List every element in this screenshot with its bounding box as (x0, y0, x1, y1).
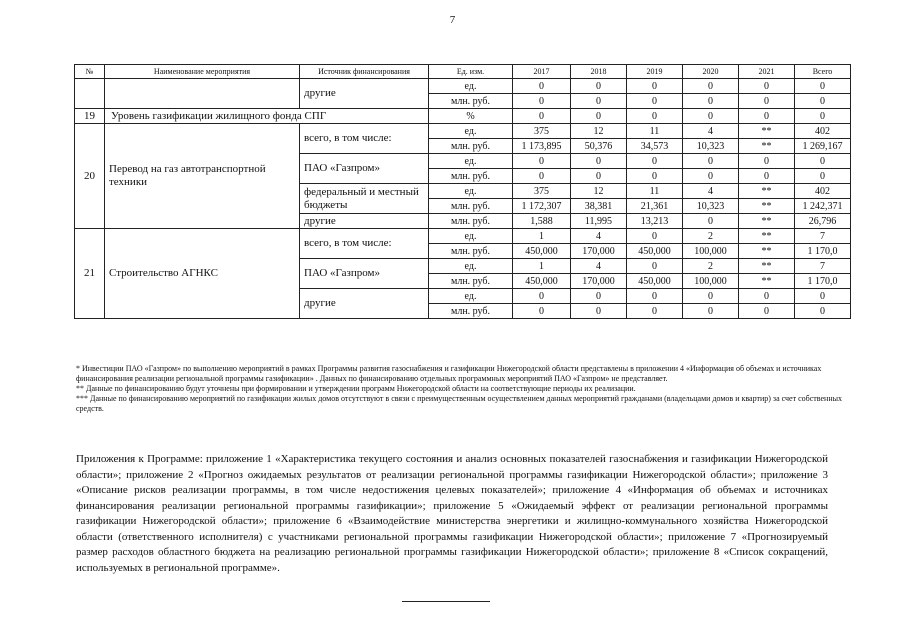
value-cell: 0 (683, 154, 739, 169)
header-num: № (75, 65, 105, 79)
value-cell: 12 (571, 124, 627, 139)
value-cell: 0 (683, 289, 739, 304)
value-cell: 0 (795, 79, 851, 94)
row-name-cell: Перевод на газ автотранспортной техники (105, 124, 300, 229)
source-cell: ПАО «Газпром» (300, 259, 429, 289)
value-cell: 34,573 (627, 139, 683, 154)
value-cell: 1 242,371 (795, 199, 851, 214)
unit-cell: ед. (429, 259, 513, 274)
value-cell: 1 (513, 229, 571, 244)
value-cell: ** (739, 214, 795, 229)
value-cell: ** (739, 184, 795, 199)
value-cell: 10,323 (683, 199, 739, 214)
unit-cell: % (429, 109, 513, 124)
header-2021: 2021 (739, 65, 795, 79)
value-cell: 450,000 (513, 274, 571, 289)
value-cell: 1 173,895 (513, 139, 571, 154)
value-cell: 0 (627, 154, 683, 169)
source-cell: другие (300, 214, 429, 229)
value-cell: 0 (571, 289, 627, 304)
value-cell: 0 (571, 109, 627, 124)
value-cell: 50,376 (571, 139, 627, 154)
table-row (75, 229, 851, 244)
unit-cell: млн. руб. (429, 214, 513, 229)
unit-cell: млн. руб. (429, 304, 513, 319)
table-row (75, 124, 851, 139)
value-cell: 0 (739, 79, 795, 94)
unit-cell: млн. руб. (429, 274, 513, 289)
value-cell: 1 170,0 (795, 244, 851, 259)
unit-cell: млн. руб. (429, 94, 513, 109)
value-cell: 0 (571, 154, 627, 169)
value-cell: 0 (739, 154, 795, 169)
row-num-cell: 19 (75, 109, 105, 124)
value-cell: 1 (513, 259, 571, 274)
value-cell: 21,361 (627, 199, 683, 214)
value-cell: ** (739, 244, 795, 259)
value-cell: 402 (795, 124, 851, 139)
value-cell: 0 (571, 79, 627, 94)
value-cell: ** (739, 139, 795, 154)
value-cell: ** (739, 274, 795, 289)
value-cell: ** (739, 124, 795, 139)
value-cell: 0 (513, 154, 571, 169)
row-num-cell: 20 (75, 124, 105, 229)
value-cell: 450,000 (627, 274, 683, 289)
source-cell: всего, в том числе: (300, 124, 429, 154)
value-cell: 2 (683, 229, 739, 244)
value-cell: 450,000 (627, 244, 683, 259)
value-cell: 1 170,0 (795, 274, 851, 289)
source-cell: другие (300, 289, 429, 319)
value-cell: 0 (683, 79, 739, 94)
value-cell: 0 (683, 304, 739, 319)
unit-cell: ед. (429, 184, 513, 199)
header-activity: Наименование мероприятия (105, 65, 300, 79)
value-cell: 0 (513, 169, 571, 184)
value-cell: 0 (571, 304, 627, 319)
value-cell: 26,796 (795, 214, 851, 229)
unit-cell: млн. руб. (429, 244, 513, 259)
value-cell: 375 (513, 124, 571, 139)
unit-cell: ед. (429, 229, 513, 244)
table-row (75, 109, 851, 124)
footnote: ** Данные по финансированию будут уточнены при формировании и утверждении программ Нижегородской области на соответствующие периоды их реализации. (76, 384, 636, 393)
value-cell: 100,000 (683, 274, 739, 289)
row-num-cell (75, 79, 105, 109)
value-cell: 2 (683, 259, 739, 274)
value-cell: 450,000 (513, 244, 571, 259)
value-cell: 0 (627, 259, 683, 274)
value-cell: 0 (795, 109, 851, 124)
source-cell: ПАО «Газпром» (300, 154, 429, 184)
source-cell: всего, в том числе: (300, 229, 429, 259)
value-cell: 10,323 (683, 139, 739, 154)
value-cell: ** (739, 259, 795, 274)
value-cell: 0 (627, 229, 683, 244)
financing-table (74, 64, 851, 319)
value-cell: 1 172,307 (513, 199, 571, 214)
header-2018: 2018 (571, 65, 627, 79)
footnotes (76, 364, 846, 414)
value-cell: 4 (571, 229, 627, 244)
value-cell: 4 (683, 124, 739, 139)
value-cell: 11,995 (571, 214, 627, 229)
value-cell: 0 (513, 109, 571, 124)
row-num-cell: 21 (75, 229, 105, 319)
value-cell: 7 (795, 229, 851, 244)
header-2019: 2019 (627, 65, 683, 79)
value-cell: 0 (795, 94, 851, 109)
source-cell: федеральный и местный бюджеты (300, 184, 429, 214)
value-cell: 0 (739, 304, 795, 319)
header-total: Всего (795, 65, 851, 79)
value-cell: 0 (739, 289, 795, 304)
value-cell: 0 (513, 304, 571, 319)
value-cell: 13,213 (627, 214, 683, 229)
value-cell: 0 (795, 304, 851, 319)
unit-cell: ед. (429, 289, 513, 304)
header-2020: 2020 (683, 65, 739, 79)
value-cell: 0 (627, 169, 683, 184)
value-cell: 100,000 (683, 244, 739, 259)
value-cell: 0 (739, 94, 795, 109)
value-cell: 0 (683, 109, 739, 124)
value-cell: 0 (627, 109, 683, 124)
unit-cell: млн. руб. (429, 169, 513, 184)
table-header-row (75, 65, 851, 79)
unit-cell: млн. руб. (429, 199, 513, 214)
value-cell: 1 269,167 (795, 139, 851, 154)
footnote: *** Данные по финансированию мероприятий по газификации жилых домов отсутствуют в связи с преимущественным осуществлением данных мероприятий гражданами (владельцами домов и квартир) за счет собственных средств. (76, 394, 842, 413)
value-cell: 12 (571, 184, 627, 199)
value-cell: 0 (571, 169, 627, 184)
value-cell: 375 (513, 184, 571, 199)
header-2017: 2017 (513, 65, 571, 79)
unit-cell: млн. руб. (429, 139, 513, 154)
value-cell: 0 (513, 289, 571, 304)
value-cell: 0 (683, 169, 739, 184)
unit-cell: ед. (429, 79, 513, 94)
value-cell: 4 (571, 259, 627, 274)
value-cell: 0 (739, 169, 795, 184)
value-cell: 0 (683, 94, 739, 109)
value-cell: 0 (627, 304, 683, 319)
appendix-paragraph: Приложения к Программе: приложение 1 «Характеристика текущего состояния и анализ основных показателей газоснабжения и газификации Нижегородской области»; приложение 2 «Прогноз ожидаемых результатов от реализации региональной программы газификации Нижегородской области»; приложение 3 «Описание рисков реализации программы, в том числе недостижения целевых показателей»; приложение 4 «Информация об объемах и источниках финансирования реализации региональной программы газификации»; приложение 5 «Ожидаемый эффект от реализации региональной программы газификации Нижегородской области»; приложение 6 «Взаимодействие министерства энергетики и жилищно-коммунального хозяйства Нижегородской области (ответственного исполнителя) с участниками региональной программы газификации Нижегородской области»; приложение 7 «Прогнозируемый размер расходов областного бюджета на реализацию региональной программы газификации Нижегородской области»; приложение 8 «Список сокращений, используемых в региональной программе». (76, 453, 828, 574)
row-name-cell: Строительство АГНКС (105, 229, 300, 319)
unit-cell: ед. (429, 154, 513, 169)
value-cell: 0 (513, 94, 571, 109)
header-unit: Ед. изм. (429, 65, 513, 79)
value-cell: 0 (627, 289, 683, 304)
value-cell: 7 (795, 259, 851, 274)
table-row (75, 79, 851, 94)
value-cell: 0 (683, 214, 739, 229)
unit-cell: ед. (429, 124, 513, 139)
divider-line (402, 601, 490, 602)
value-cell: ** (739, 229, 795, 244)
row-name-cell: Уровень газификации жилищного фонда СПГ (105, 109, 429, 124)
value-cell: ** (739, 199, 795, 214)
value-cell: 0 (513, 79, 571, 94)
value-cell: 1,588 (513, 214, 571, 229)
value-cell: 402 (795, 184, 851, 199)
value-cell: 4 (683, 184, 739, 199)
value-cell: 0 (627, 94, 683, 109)
value-cell: 38,381 (571, 199, 627, 214)
source-cell: другие (300, 79, 429, 109)
value-cell: 11 (627, 184, 683, 199)
value-cell: 0 (627, 79, 683, 94)
value-cell: 11 (627, 124, 683, 139)
value-cell: 0 (795, 154, 851, 169)
value-cell: 0 (795, 289, 851, 304)
page-number: 7 (449, 14, 456, 26)
footnote: * Инвестиции ПАО «Газпром» по выполнению мероприятий в рамках Программы развития газоснабжения и газификации Нижегородской области представлены в приложении 4 «Информация об объемах и источниках финансирования реализации региональной программы газификации» . Данных по финансированию отдельных программных мероприятий ПАО «Газпром» не представляет. (76, 364, 822, 383)
value-cell: 0 (739, 109, 795, 124)
row-name-cell (105, 79, 300, 109)
header-source: Источник финансирования (300, 65, 429, 79)
value-cell: 0 (795, 169, 851, 184)
value-cell: 170,000 (571, 244, 627, 259)
value-cell: 170,000 (571, 274, 627, 289)
value-cell: 0 (571, 94, 627, 109)
